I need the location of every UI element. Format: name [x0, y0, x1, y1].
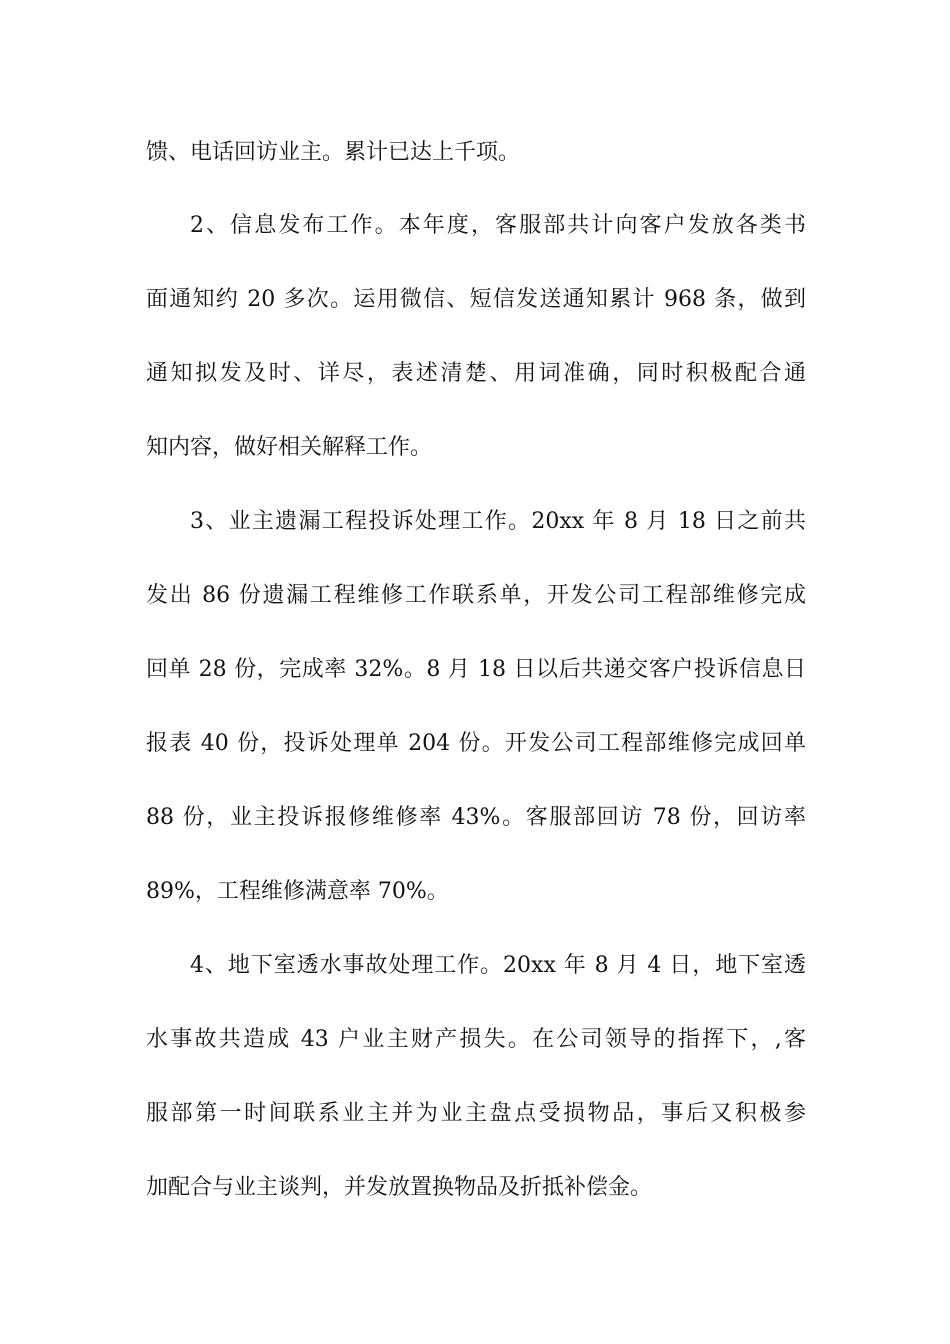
paragraph-line: 知内容，做好相关解释工作。 — [146, 435, 433, 460]
paragraph-line: 服部第一时间联系业主并为业主盘点受损物品，事后又积极参 — [146, 1101, 806, 1126]
paragraph-line: 发出 86 份遗漏工程维修工作联系单，开发公司工程部维修完成 — [146, 583, 806, 608]
paragraph-line: 面通知约 20 多次。运用微信、短信发送通知累计 968 条，做到 — [146, 287, 806, 312]
paragraph-line: 报表 40 份，投诉处理单 204 份。开发公司工程部维修完成回单 — [146, 731, 806, 756]
paragraph-line: 88 份，业主投诉报修维修率 43%。客服部回访 78 份，回访率 — [146, 805, 806, 830]
paragraph-line: 加配合与业主谈判，并发放置换物品及折抵补偿金。 — [146, 1175, 653, 1200]
paragraph-line: 3、业主遗漏工程投诉处理工作。20xx 年 8 月 18 日之前共 — [190, 509, 806, 534]
paragraph-line: 馈、电话回访业主。累计已达上千项。 — [146, 140, 521, 165]
paragraph-line: 水事故共造成 43 户业主财产损失。在公司领导的指挥下，,客 — [146, 1027, 806, 1052]
paragraph-line: 回单 28 份，完成率 32%。8 月 18 日以后共递交客户投诉信息日 — [146, 657, 806, 682]
paragraph-line: 2、信息发布工作。本年度，客服部共计向客户发放各类书 — [190, 213, 806, 238]
paragraph-line: 89%，工程维修满意率 70%。 — [146, 879, 449, 904]
paragraph-line: 通知拟发及时、详尽，表述清楚、用词准确，同时积极配合通 — [146, 361, 806, 386]
paragraph-line: 4、地下室透水事故处理工作。20xx 年 8 月 4 日，地下室透 — [190, 953, 806, 978]
